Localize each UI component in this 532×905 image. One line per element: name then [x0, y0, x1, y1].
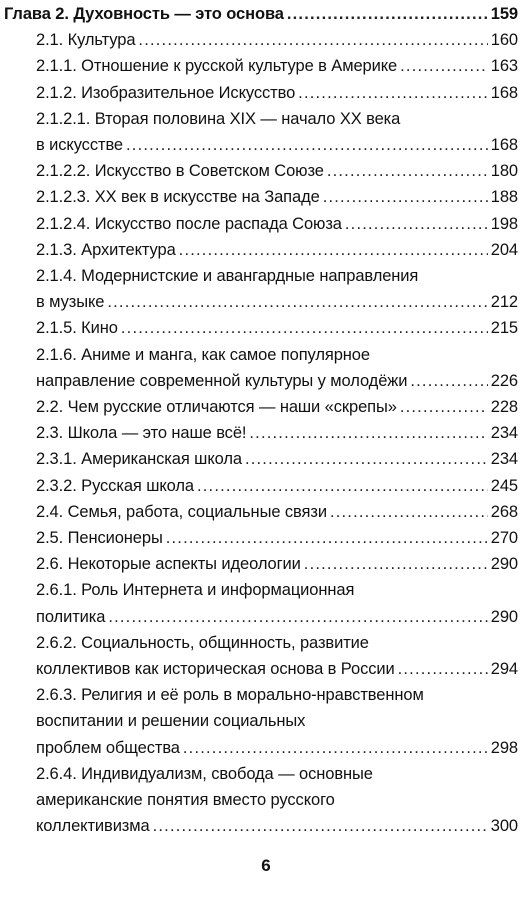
- toc-entry-title: 2.3.2. Русская школа: [36, 476, 194, 495]
- toc-leader-dots: [197, 475, 488, 497]
- toc-leader-dots: [400, 55, 488, 77]
- toc-leader-dots: [345, 213, 488, 235]
- toc-entry-title: 2.1.6. Аниме и манга, как самое популярное: [36, 345, 370, 364]
- toc-entry-page: 300: [490, 817, 518, 836]
- toc-entry-page: 163: [490, 57, 518, 76]
- toc-leader-dots: [410, 370, 487, 392]
- toc-entry: [36, 422, 518, 444]
- toc-entry: [36, 815, 518, 837]
- toc-entry-title: американские понятия вместо русского: [36, 791, 335, 809]
- toc-entry-title: направление современной культуры у молодёжи: [36, 371, 408, 390]
- toc-entry: [36, 737, 518, 759]
- toc-leader-dots: [138, 29, 487, 51]
- toc-entry-page: 226: [490, 371, 518, 390]
- toc-entry-title: 2.1. Культура: [36, 31, 136, 50]
- toc-leader-dots: [304, 553, 488, 575]
- toc-entry: [36, 134, 518, 156]
- toc-entry-title: коллективов как историческая основа в России: [36, 660, 395, 678]
- toc-entry-title: 2.1.2.3. XX век в искусстве на Западе: [36, 188, 320, 207]
- toc-entry: [36, 448, 518, 470]
- toc-leader-dots: [121, 317, 488, 339]
- toc-entry-title: 2.1.1. Отношение к русской культуре в Америке: [36, 57, 398, 76]
- toc-entry: [36, 527, 518, 549]
- toc-entry-title: 2.1.5. Кино: [36, 319, 118, 338]
- toc-entry-page: 168: [490, 83, 518, 102]
- toc-entry: [36, 553, 518, 575]
- toc-entry: [36, 213, 518, 235]
- toc-entry: [36, 606, 518, 628]
- toc-entry-title: 2.1.2.4. Искусство после распада Союза: [36, 214, 342, 233]
- toc-entry-page: 204: [490, 240, 518, 259]
- toc-entry-title: Глава 2. Духовность — это основа: [4, 5, 284, 23]
- toc-entry-page: 290: [490, 555, 518, 574]
- toc-leader-dots: [323, 186, 488, 208]
- toc-entry: [36, 396, 518, 418]
- toc-entry-title: 2.1.2.2. Искусство в Советском Союзе: [36, 162, 324, 181]
- toc-entry: [36, 370, 518, 392]
- toc-entry-title: 2.6.4. Индивидуализм, свобода — основные: [36, 764, 373, 783]
- toc-entry: [36, 29, 518, 51]
- toc-leader-dots: [330, 501, 488, 523]
- toc-leader-dots: [298, 82, 488, 104]
- toc-entry-title: 2.1.4. Модернистские и авангардные направления: [36, 267, 419, 285]
- toc-entry: [4, 3, 518, 25]
- toc-leader-dots: [179, 239, 488, 261]
- toc-entry-page: 234: [490, 424, 518, 443]
- toc-entry-title: 2.3.1. Американская школа: [36, 450, 242, 469]
- toc-entry: [36, 658, 518, 680]
- toc-entry-title: политика: [36, 607, 106, 626]
- toc-entry: [36, 186, 518, 208]
- toc-entry-page: 159: [490, 5, 518, 23]
- page-number: 6: [261, 856, 271, 875]
- toc-entry-page: 268: [490, 502, 518, 521]
- toc-entry-title: 2.6.3. Религия и её роль в морально-нравственном: [36, 686, 424, 705]
- toc-entry-title: 2.4. Семья, работа, социальные связи: [36, 502, 327, 521]
- toc-entry-page: 294: [490, 660, 518, 678]
- toc-entry-title: коллективизма: [36, 817, 150, 836]
- toc-entry: [36, 632, 369, 654]
- toc-entry-title: 2.6. Некоторые аспекты идеологии: [36, 555, 301, 574]
- toc-entry-page: 298: [490, 738, 518, 757]
- toc-entry: [36, 265, 418, 287]
- toc-entry-title: в музыке: [36, 293, 105, 312]
- toc-entry: [36, 108, 400, 130]
- toc-entry-title: 2.1.2.1. Вторая половина XIX — начало XX века: [36, 109, 401, 128]
- toc-entry-title: 2.6.1. Роль Интернета и информационная: [36, 581, 355, 600]
- toc-leader-dots: [166, 527, 488, 549]
- toc-leader-dots: [108, 606, 487, 628]
- toc-entry-title: 2.1.3. Архитектура: [36, 240, 176, 259]
- toc-entry: [36, 789, 335, 811]
- toc-entry-page: 180: [490, 162, 518, 181]
- toc-leader-dots: [287, 3, 488, 25]
- toc-entry: [36, 317, 518, 339]
- toc-entry-page: 160: [490, 31, 518, 50]
- toc-entry-title: 2.1.2. Изобразительное Искусство: [36, 83, 296, 102]
- toc-leader-dots: [249, 422, 487, 444]
- toc-leader-dots: [400, 396, 488, 418]
- toc-entry-page: 212: [490, 293, 518, 312]
- toc-entry-page: 168: [490, 136, 518, 154]
- toc-entry: [36, 710, 305, 732]
- toc-entry-title: проблем общества: [36, 738, 180, 757]
- toc-entry-page: 215: [490, 319, 518, 338]
- toc-entry: [36, 763, 373, 785]
- toc-leader-dots: [153, 815, 488, 837]
- toc-entry: [36, 344, 370, 366]
- toc-entry-page: 270: [490, 529, 518, 547]
- toc-entry: [36, 579, 354, 601]
- toc-entry: [36, 501, 518, 523]
- toc-entry: [36, 82, 518, 104]
- toc-entry-title: в искусстве: [36, 136, 123, 154]
- toc-entry-page: 188: [490, 188, 518, 207]
- toc-entry: [36, 160, 518, 182]
- toc-leader-dots: [126, 134, 488, 156]
- toc-entry: [36, 684, 424, 706]
- toc-entry-page: 234: [490, 450, 518, 469]
- toc-entry: [36, 55, 518, 77]
- toc-entry-page: 245: [490, 476, 518, 495]
- toc-entry-title: 2.2. Чем русские отличаются — наши «скрепы»: [36, 398, 397, 416]
- toc-entry-page: 228: [490, 398, 518, 416]
- toc-entry-page: 198: [490, 214, 518, 233]
- toc-leader-dots: [107, 291, 487, 313]
- toc-entry: [36, 239, 518, 261]
- toc-entry-title: 2.5. Пенсионеры: [36, 529, 163, 547]
- toc-entry-title: 2.3. Школа — это наше всё!: [36, 424, 247, 443]
- toc-leader-dots: [183, 737, 488, 759]
- toc-entry: [36, 291, 518, 313]
- toc-leader-dots: [245, 448, 488, 470]
- toc-entry-title: воспитании и решении социальных: [36, 712, 306, 731]
- toc-entry-title: 2.6.2. Социальность, общинность, развитие: [36, 633, 369, 652]
- toc-leader-dots: [327, 160, 488, 182]
- toc-entry-page: 290: [490, 607, 518, 626]
- toc-leader-dots: [398, 658, 488, 680]
- toc-entry: [36, 475, 518, 497]
